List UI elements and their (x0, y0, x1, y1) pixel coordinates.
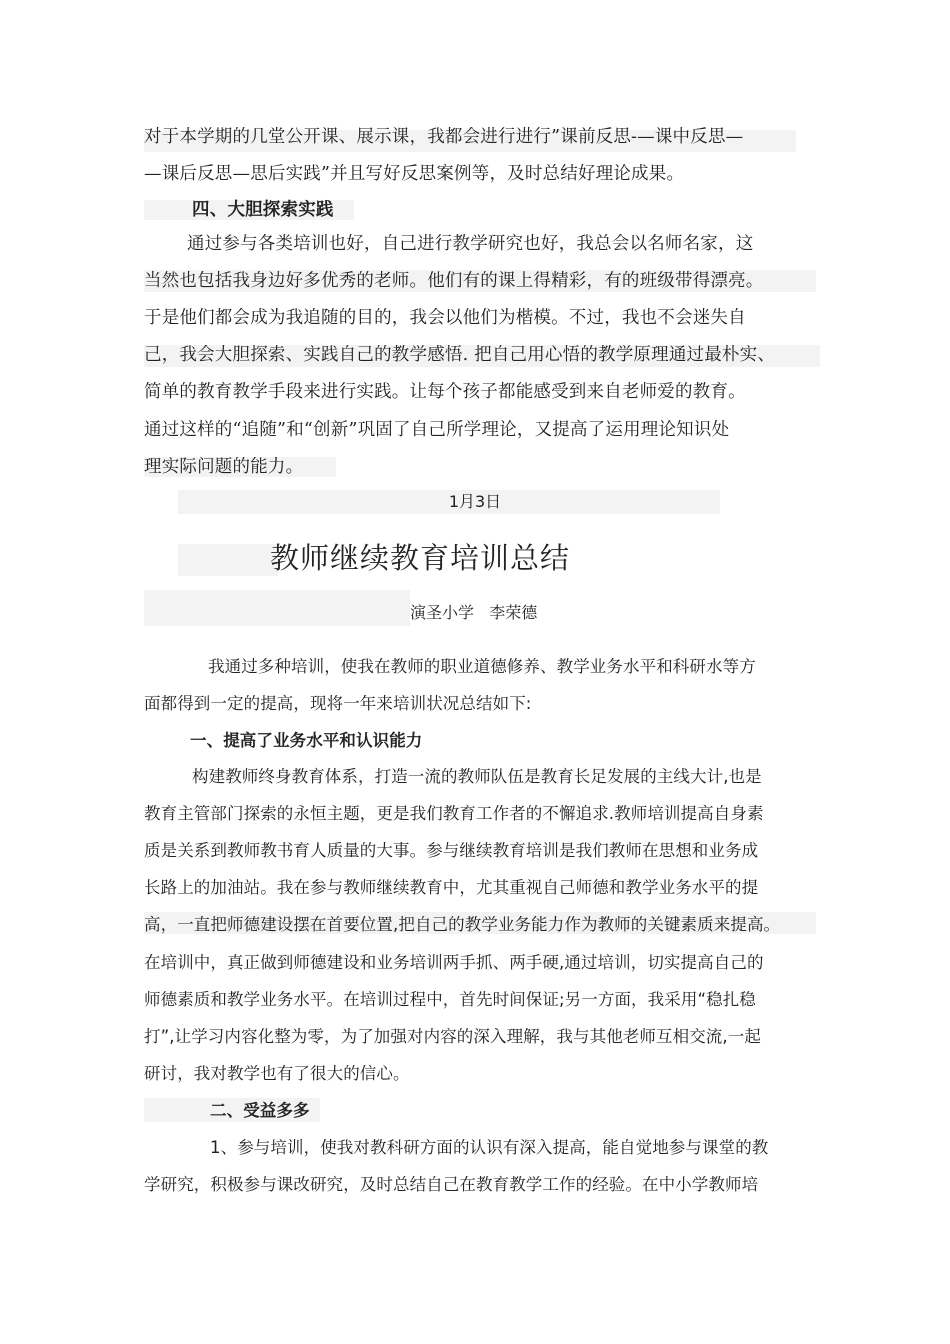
text-line: 对于本学期的几堂公开课、展示课，我都会进行进行”课前反思-—课中反思— (144, 127, 744, 147)
text-line: 学研究，积极参与课改研究，及时总结自己在教育教学工作的经验。在中小学教师培 (144, 1175, 759, 1194)
author-line: 演圣小学 李荣德 (410, 603, 538, 622)
text-line: 高，一直把师德建设摆在首要位置,把自己的教学业务能力作为教师的关键素质来提高。 (144, 915, 781, 934)
text-line: 己，我会大胆探索、实践自己的教学感悟. 把自己用心悟的教学原理通过最朴实、 (144, 345, 776, 365)
text-line: 构建教师终身教育体系，打造一流的教师队伍是教育长足发展的主线大计,也是 (192, 767, 762, 786)
text-line: 当然也包括我身边好多优秀的老师。他们有的课上得精彩，有的班级带得漂亮。 (144, 271, 764, 291)
section-heading-4: 四、大胆探索实践 (192, 200, 334, 220)
text-line: 教育主管部门探索的永恒主题，更是我们教育工作者的不懈追求.教师培训提高自身素 (144, 804, 764, 823)
section-heading-1: 一、提高了业务水平和认识能力 (190, 731, 423, 750)
shade-band (144, 590, 410, 626)
text-line: 师德素质和教学业务水平。在培训过程中，首先时间保证;另一方面，我采用“稳扎稳 (144, 990, 756, 1009)
date: 1月3日 (448, 492, 502, 511)
text-line: 我通过多种培训，使我在教师的职业道德修养、教学业务水平和科研水等方 (208, 657, 756, 676)
text-line: 长路上的加油站。我在参与教师继续教育中，尤其重视自己师德和教学业务水平的提 (144, 878, 759, 897)
text-line: 打”,让学习内容化整为零，为了加强对内容的深入理解，我与其他老师互相交流,一起 (144, 1027, 761, 1046)
text-line: 1、参与培训，使我对教科研方面的认识有深入提高，能自觉地参与课堂的教 (210, 1138, 769, 1157)
text-line: 通过这样的“追随”和“创新”巩固了自己所学理论，又提高了运用理论知识处 (144, 420, 730, 440)
text-line: 通过参与各类培训也好，自己进行教学研究也好，我总会以名师名家，这 (187, 234, 754, 254)
text-line: 简单的教育教学手段来进行实践。让每个孩子都能感受到来自老师爱的教育。 (144, 382, 746, 402)
text-line: —课后反思—思后实践”并且写好反思案例等，及时总结好理论成果。 (144, 164, 685, 184)
text-line: 面都得到一定的提高，现将一年来培训状况总结如下: (144, 694, 532, 713)
text-line: 质是关系到教师教书育人质量的大事。参与继续教育培训是我们教师在思想和业务成 (144, 841, 759, 860)
section-heading-2: 二、受益多多 (210, 1101, 310, 1120)
text-line: 在培训中，真正做到师德建设和业务培训两手抓、两手硬,通过培训，切实提高自己的 (144, 953, 764, 972)
text-line: 于是他们都会成为我追随的目的，我会以他们为楷模。不过，我也不会迷失自 (144, 308, 746, 328)
text-line: 理实际问题的能力。 (144, 457, 304, 477)
document-title: 教师继续教育培训总结 (269, 541, 570, 575)
text-line: 研讨，我对教学也有了很大的信心。 (144, 1064, 410, 1083)
